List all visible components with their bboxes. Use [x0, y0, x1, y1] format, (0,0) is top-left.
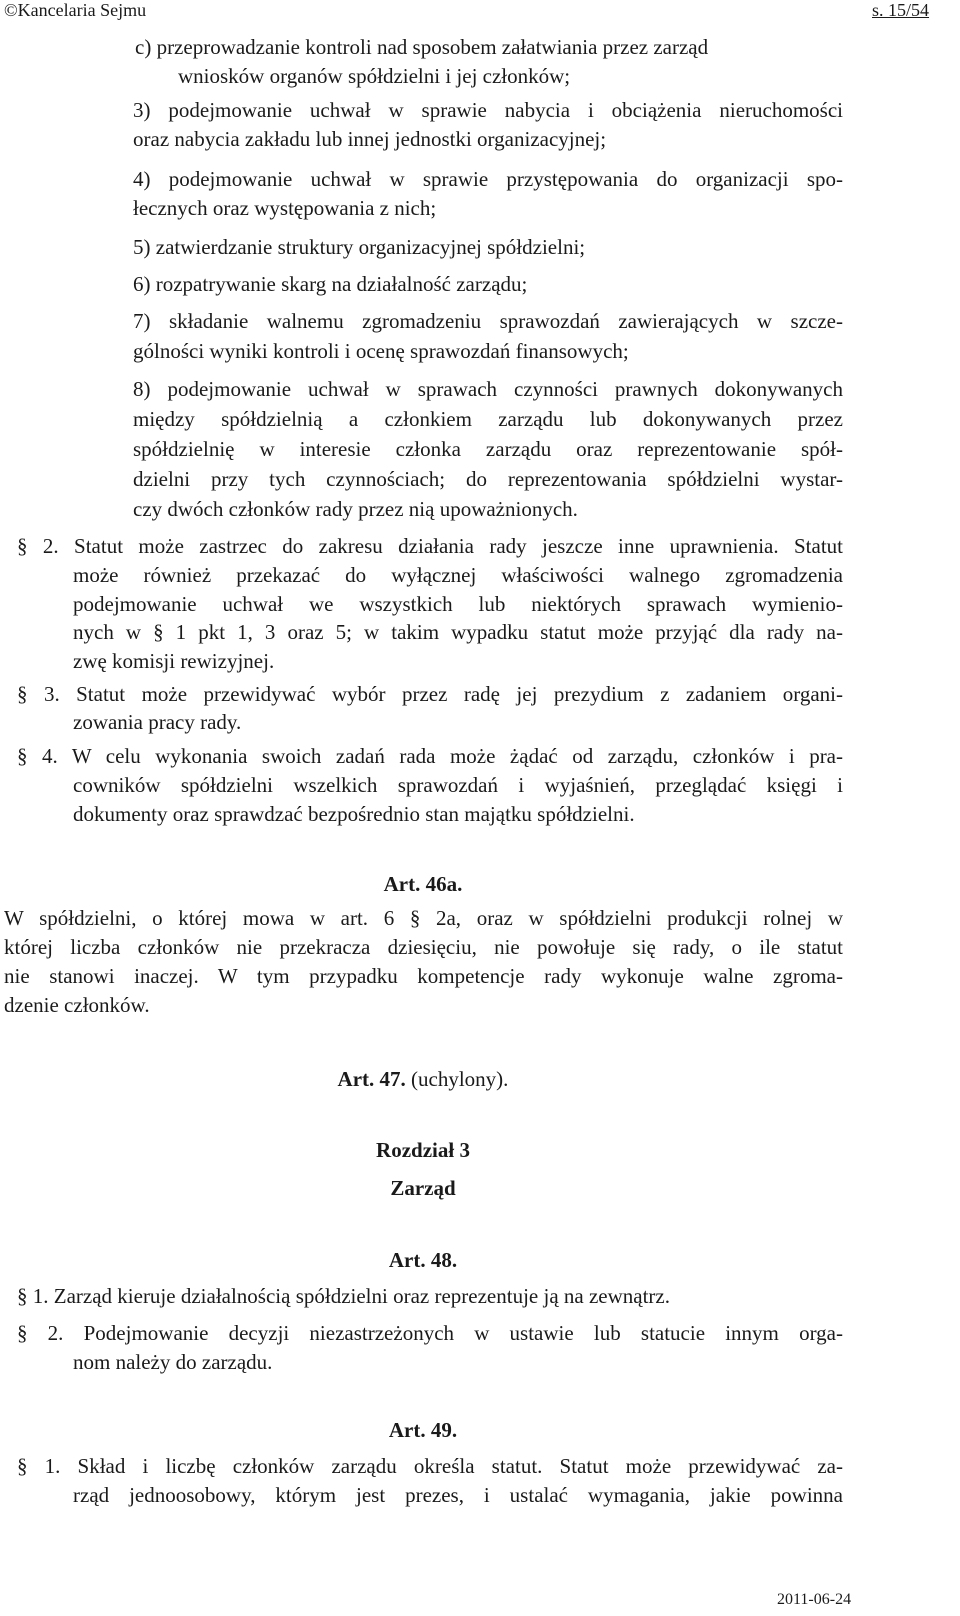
chapter-title: Zarząd [390, 1176, 456, 1200]
chapter-number: Rozdział 3 [376, 1138, 470, 1162]
text-line: której liczba członków nie przekracza dziesięciu, nie powołuje się rady, o ile statut [4, 935, 843, 959]
article-heading: Art. 48. [388, 1248, 458, 1272]
text-line: § 2. Podejmowanie decyzji niezastrzeżonych w ustawie lub statucie innym orga- [17, 1321, 843, 1345]
text-line: może również przekazać do wyłącznej właściwości walnego zgromadzenia [73, 563, 843, 587]
article-heading: Art. 46a. [383, 872, 463, 896]
text-line: rząd jednoosobowy, którym jest prezes, i ustalać wymagania, jakie powinna [73, 1483, 843, 1507]
text-line: c) przeprowadzanie kontroli nad sposobem załatwiania przez zarząd [135, 35, 709, 59]
text-line: 5) zatwierdzanie struktury organizacyjnej spółdzielni; [133, 235, 586, 259]
text-line: dzenie członków. [4, 993, 150, 1017]
page-number: s. 15/54 [872, 0, 930, 20]
text-line: 6) rozpatrywanie skarg na działalność zarządu; [133, 272, 528, 296]
text-line: § 3. Statut może przewidywać wybór przez radę jej prezydium z zadaniem organi- [17, 682, 843, 706]
text-line: dzielni przy tych czynnościach; do reprezentowania spółdzielni wystar- [133, 467, 843, 491]
text-line: § 4. W celu wykonania swoich zadań rada może żądać od zarządu, członków i pra- [17, 744, 843, 768]
text-line: podejmowanie uchwał we wszystkich lub niektórych sprawach wymienio- [73, 592, 843, 616]
text-line: 3) podejmowanie uchwał w sprawie nabycia i obciążenia nieruchomości [133, 98, 843, 122]
text-line: nom należy do zarządu. [73, 1350, 273, 1374]
text-line: zwę komisji rewizyjnej. [73, 649, 275, 673]
text-line: cowników spółdzielni wszelkich sprawozdań i wyjaśnień, przeglądać księgi i [73, 773, 843, 797]
text-line: dokumenty oraz sprawdzać bezpośrednio stan majątku spółdzielni. [73, 802, 635, 826]
header-source: ©Kancelaria Sejmu [4, 0, 147, 20]
text-line: łecznych oraz występowania z nich; [133, 196, 437, 220]
text-line: wniosków organów spółdzielni i jej członków; [178, 64, 571, 88]
text-line: 8) podejmowanie uchwał w sprawach czynności prawnych dokonywanych [133, 377, 843, 401]
text-line: nie stanowi inaczej. W tym przypadku kompetencje rady wykonuje walne zgroma- [4, 964, 843, 988]
text-line: nych w § 1 pkt 1, 3 oraz 5; w takim wypadku statut może przyjąć dla rady na- [73, 620, 843, 644]
text-line: § 2. Statut może zastrzec do zakresu działania rady jeszcze inne uprawnienia. Statut [17, 534, 843, 558]
text-line: 4) podejmowanie uchwał w sprawie przystępowania do organizacji spo- [133, 167, 843, 191]
text-line: W spółdzielni, o której mowa w art. 6 § 2a, oraz w spółdzielni produkcji rolnej w [4, 906, 843, 930]
text-line: oraz nabycia zakładu lub innej jednostki organizacyjnej; [133, 127, 607, 151]
document-date: 2011-06-24 [777, 1591, 852, 1608]
text-line: między spółdzielnią a członkiem zarządu lub dokonywanych przez [133, 407, 843, 431]
text-line: czy dwóch członków rady przez nią upoważnionych. [133, 497, 578, 521]
text-line: 7) składanie walnemu zgromadzeniu sprawozdań zawierających w szcze- [133, 309, 843, 333]
article-heading: Art. 49. [388, 1418, 458, 1442]
text-line: gólności wyniki kontroli i ocenę sprawozdań finansowych; [133, 339, 629, 363]
article-heading: Art. 47. (uchylony). [337, 1067, 509, 1091]
text-line: § 1. Zarząd kieruje działalnością spółdzielni oraz reprezentuje ją na zewnątrz. [17, 1284, 670, 1308]
text-line: spółdzielnię w interesie członka zarządu oraz reprezentowanie spół- [133, 437, 843, 461]
text-line: § 1. Skład i liczbę członków zarządu określa statut. Statut może przewidywać za- [17, 1454, 843, 1478]
text-line: zowania pracy rady. [73, 710, 242, 734]
